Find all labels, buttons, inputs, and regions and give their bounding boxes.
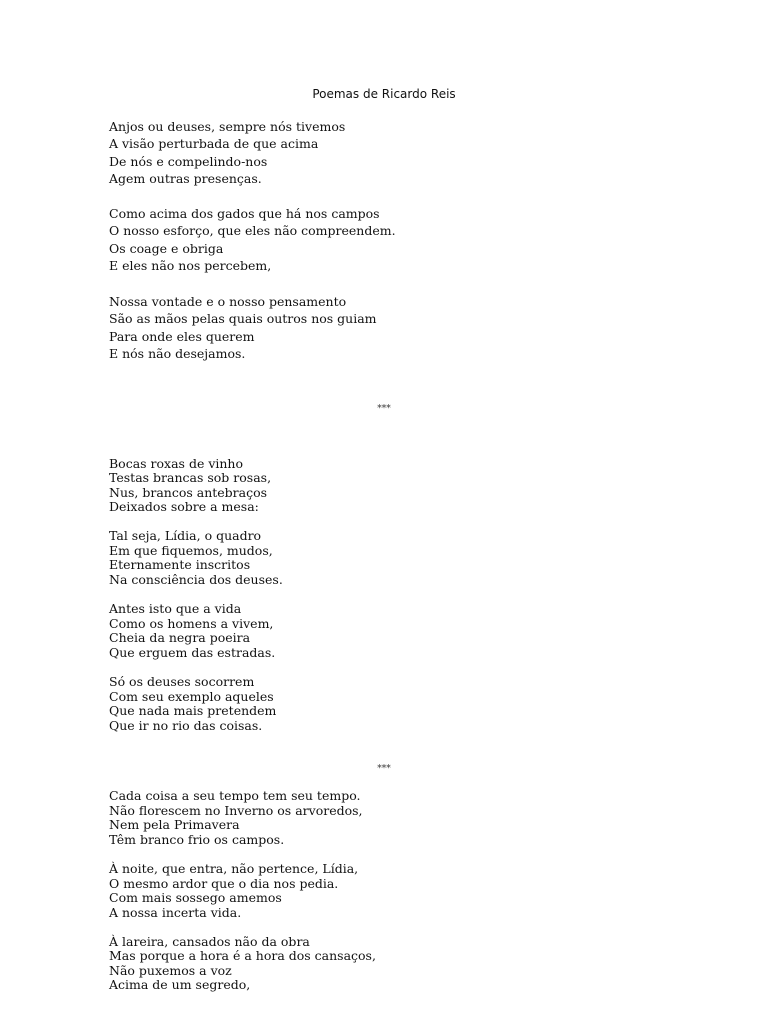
poem-line: Anjos ou deuses, sempre nós tivemos: [109, 119, 346, 134]
poem-line: Acima de um segredo,: [109, 977, 251, 992]
poem-line: Na consciência dos deuses.: [109, 572, 283, 587]
poem-line: Que erguem das estradas.: [109, 645, 276, 660]
poem-line: Testas brancas sob rosas,: [109, 470, 272, 485]
poem-line: Têm branco frio os campos.: [109, 832, 285, 847]
poem-line: Para onde eles querem: [109, 329, 255, 344]
poem-line: Nem pela Primavera: [109, 817, 240, 832]
poem-line: De nós e compelindo-nos: [109, 154, 268, 169]
poem-line: A nossa incerta vida.: [109, 905, 242, 920]
poem-line: À lareira, cansados não da obra: [109, 934, 310, 949]
poem-line: Em que fiquemos, mudos,: [109, 543, 273, 558]
poem-line: A visão perturbada de que acima: [109, 136, 319, 151]
poem-line: E nós não desejamos.: [109, 346, 246, 361]
poem-line: Não puxemos a voz: [109, 963, 232, 978]
poem-line: Tal seja, Lídia, o quadro: [109, 528, 262, 543]
poem-line: Que ir no rio das coisas.: [109, 718, 263, 733]
poem-line: Cheia da negra poeira: [109, 630, 251, 645]
poem-line: Que nada mais pretendem: [109, 703, 277, 718]
poem-line: E eles não nos percebem,: [109, 258, 272, 273]
poem-line: Com seu exemplo aqueles: [109, 689, 274, 704]
poem-line: O mesmo ardor que o dia nos pedia.: [109, 876, 339, 891]
poem-line: Não florescem no Inverno os arvoredos,: [109, 803, 363, 818]
poem-line: Como os homens a vivem,: [109, 616, 274, 631]
poem-line: Com mais sossego amemos: [109, 890, 282, 905]
poem-line: Bocas roxas de vinho: [109, 456, 244, 471]
poem-line: O nosso esforço, que eles não compreendem.: [109, 223, 396, 238]
poem-line: Nossa vontade e o nosso pensamento: [109, 294, 347, 309]
poem-line: Eternamente inscritos: [109, 557, 251, 572]
poem-line: Os coage e obriga: [109, 241, 224, 256]
poem-line: Nus, brancos antebraços: [109, 485, 268, 500]
poem-line: Como acima dos gados que há nos campos: [109, 206, 380, 221]
poem-line: Deixados sobre a mesa:: [109, 499, 259, 514]
section-separator: ***: [377, 404, 391, 414]
poem-line: Antes isto que a vida: [109, 601, 242, 616]
poem-line: À noite, que entra, não pertence, Lídia,: [109, 861, 359, 876]
page-title: Poemas de Ricardo Reis: [312, 87, 456, 101]
poem-line: São as mãos pelas quais outros nos guiam: [109, 311, 377, 326]
poem-line: Cada coisa a seu tempo tem seu tempo.: [109, 788, 361, 803]
poem-line: Mas porque a hora é a hora dos cansaços,: [109, 948, 376, 963]
poem-line: Agem outras presenças.: [109, 171, 262, 186]
poem-line: Só os deuses socorrem: [109, 674, 255, 689]
section-separator: ***: [377, 764, 391, 774]
